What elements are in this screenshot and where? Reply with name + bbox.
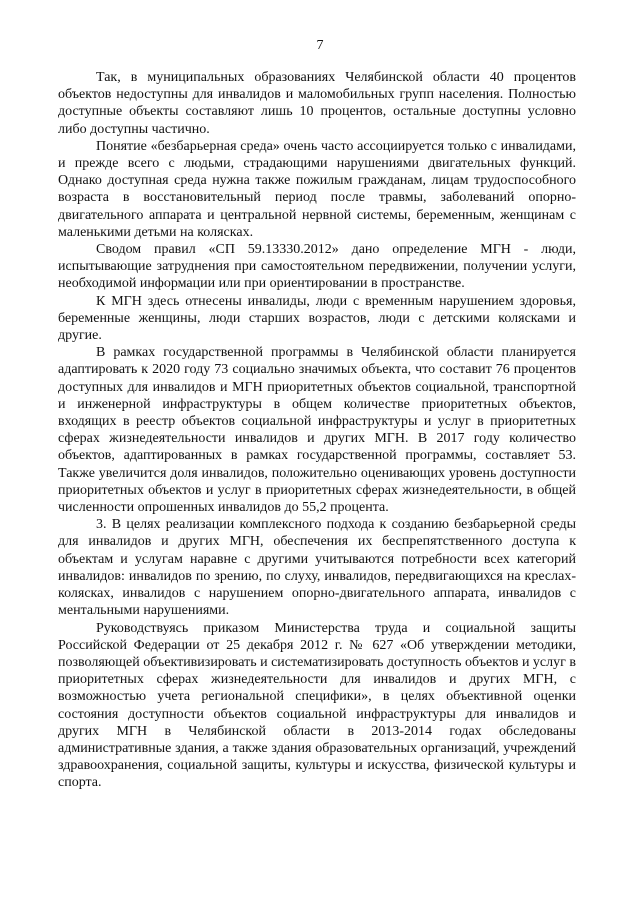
paragraph: Так, в муниципальных образованиях Челябинской области 40 процентов объектов недоступны для инвалидов и маломобильных групп населения. Полностью доступные объекты составляют лишь 10 процентов, остальные доступны условно либо доступны частично. [58, 70, 576, 137]
paragraph: В рамках государственной программы в Челябинской области планируется адаптировать к 2020 году 73 социально значимых объекта, что составит 76 процентов доступных для инвалидов и МГН приоритетных объектов социальной, транспортной и инженерной инфраструктуры в общем количестве приоритетных объектов, входящих в реестр объектов социальной инфраструктуры и услуг в приоритетных сферах жизнедеятельности инвалидов и других МГН. В 2017 году количество объектов, адаптированных в рамках государственной программы, составляет 53. Также увеличится доля инвалидов, положительно оценивающих уровень доступности приоритетных объектов и услуг в приоритетных сферах жизнедеятельности, в общей численности опрошенных инвалидов до 55,2 процента. [58, 345, 576, 516]
paragraph: Сводом правил «СП 59.13330.2012» дано определение МГН - люди, испытывающие затруднения при самостоятельном передвижении, получении услуги, необходимой информации или при ориентировании в пространстве. [58, 242, 576, 292]
paragraph: 3. В целях реализации комплексного подхода к созданию безбарьерной среды для инвалидов и других МГН, обеспечения их беспрепятственного доступа к объектам и услугам наравне с другими учитываются потребности всех категорий инвалидов: инвалидов по зрению, по слуху, инвалидов, передвигающихся на креслах-колясках, инвалидов с нарушением опорно-двигательного аппарата, инвалидов с ментальными нарушениями. [58, 517, 576, 619]
paragraph: Руководствуясь приказом Министерства труда и социальной защиты Российской Федерации от 25 декабря 2012 г. № 627 «Об утверждении методики, позволяющей объективизировать и систематизировать доступность объектов и услуг в приоритетных сферах жизнедеятельности для инвалидов и других МГН, с возможностью учета региональной специфики», в целях объективной оценки состояния доступности объектов социальной инфраструктуры для инвалидов и других МГН в Челябинской области в 2013-2014 годах обследованы административные здания, а также здания образовательных организаций, учреждений здравоохранения, социальной защиты, культуры и искусства, физической культуры и спорта. [58, 620, 576, 791]
document-body [58, 69, 576, 792]
paragraph: Понятие «безбарьерная среда» очень часто ассоциируется только с инвалидами, и прежде всего с людьми, страдающими нарушениями двигательных функций. Однако доступная среда нужна также пожилым гражданам, лицам трудоспособного возраста в восстановительный период после травмы, заболеваний опорно-двигательного аппарата и центральной нервной системы, беременным, женщинам с маленькими детьми на колясках. [58, 138, 576, 240]
page-number: 7 [316, 38, 324, 53]
paragraph: К МГН здесь отнесены инвалиды, люди с временным нарушением здоровья, беременные женщины, люди старших возрастов, люди с детскими колясками и другие. [58, 293, 576, 344]
